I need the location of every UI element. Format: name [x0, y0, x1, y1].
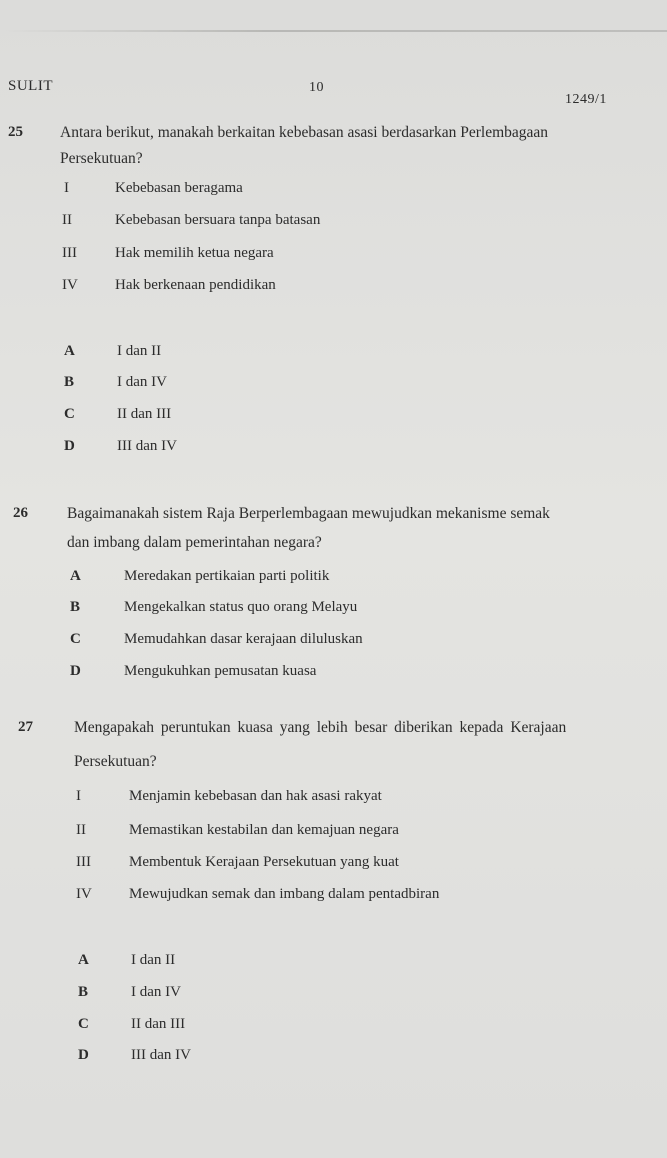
q27-option-label[interactable]: A: [78, 952, 89, 968]
q27-statement-text: Menjamin kebebasan dan hak asasi rakyat: [129, 788, 382, 804]
q27-statement-text: Membentuk Kerajaan Persekutuan yang kuat: [129, 854, 399, 870]
q25-option-label[interactable]: D: [64, 438, 75, 454]
q27-option-label[interactable]: C: [78, 1016, 89, 1032]
q25-option-label[interactable]: B: [64, 374, 75, 390]
question-26-stem-line-2: dan imbang dalam pemerintahan negara?: [67, 534, 322, 551]
question-27-stem-line-2: Persekutuan?: [74, 753, 157, 770]
q25-option-text[interactable]: II dan III: [117, 406, 172, 422]
question-25-stem-line-1: Antara berikut, manakah berkaitan kebebasan asasi berdasarkan Perlembagaan: [60, 124, 549, 141]
question-25-number: 25: [8, 124, 23, 140]
q25-statement-text: Hak berkenaan pendidikan: [115, 277, 276, 293]
q26-option-label[interactable]: A: [70, 568, 81, 584]
q27-statement-label: II: [76, 822, 86, 838]
q27-option-label[interactable]: B: [78, 984, 89, 1000]
q26-option-label[interactable]: C: [70, 631, 81, 647]
q26-option-text[interactable]: Memudahkan dasar kerajaan diluluskan: [124, 631, 363, 647]
q25-statement-label: I: [64, 180, 69, 196]
q27-option-text[interactable]: II dan III: [131, 1016, 186, 1032]
q27-statement-text: Memastikan kestabilan dan kemajuan negara: [129, 822, 399, 838]
question-27-stem-line-1: Mengapakah peruntukan kuasa yang lebih besar diberikan kepada Kerajaan: [74, 719, 567, 736]
q27-option-label[interactable]: D: [78, 1047, 89, 1063]
q26-option-label[interactable]: D: [70, 663, 81, 679]
q27-option-text[interactable]: I dan II: [131, 952, 176, 968]
q25-statement-label: III: [62, 245, 77, 261]
q27-option-text[interactable]: III dan IV: [131, 1047, 191, 1063]
q26-option-text[interactable]: Mengekalkan status quo orang Melayu: [124, 599, 358, 615]
question-26-number: 26: [13, 505, 28, 521]
paper-fold-line: [0, 30, 667, 32]
q27-statement-label: III: [76, 854, 91, 870]
question-27-number: 27: [18, 719, 33, 735]
q26-option-text[interactable]: Mengukuhkan pemusatan kuasa: [124, 663, 317, 679]
q25-statement-text: Hak memilih ketua negara: [115, 245, 274, 261]
q27-statement-label: I: [76, 788, 81, 804]
q26-option-label[interactable]: B: [70, 599, 81, 615]
q25-statement-text: Kebebasan beragama: [115, 180, 243, 196]
q25-option-text[interactable]: I dan II: [117, 343, 162, 359]
q25-option-label[interactable]: A: [64, 343, 75, 359]
q25-option-label[interactable]: C: [64, 406, 75, 422]
q27-option-text[interactable]: I dan IV: [131, 984, 181, 1000]
header-sulit: SULIT: [8, 78, 53, 94]
q25-statement-label: II: [62, 212, 72, 228]
question-25-stem-line-2: Persekutuan?: [60, 150, 143, 167]
paper-code: 1249/1: [565, 92, 607, 107]
question-26-stem-line-1: Bagaimanakah sistem Raja Berperlembagaan mewujudkan mekanisme semak: [67, 505, 550, 522]
q25-statement-text: Kebebasan bersuara tanpa batasan: [115, 212, 321, 228]
q25-option-text[interactable]: I dan IV: [117, 374, 167, 390]
q25-statement-label: IV: [62, 277, 78, 293]
q26-option-text[interactable]: Meredakan pertikaian parti politik: [124, 568, 330, 584]
q25-option-text[interactable]: III dan IV: [117, 438, 177, 454]
page-number: 10: [309, 80, 324, 95]
q27-statement-text: Mewujudkan semak dan imbang dalam pentadbiran: [129, 886, 440, 902]
q27-statement-label: IV: [76, 886, 92, 902]
